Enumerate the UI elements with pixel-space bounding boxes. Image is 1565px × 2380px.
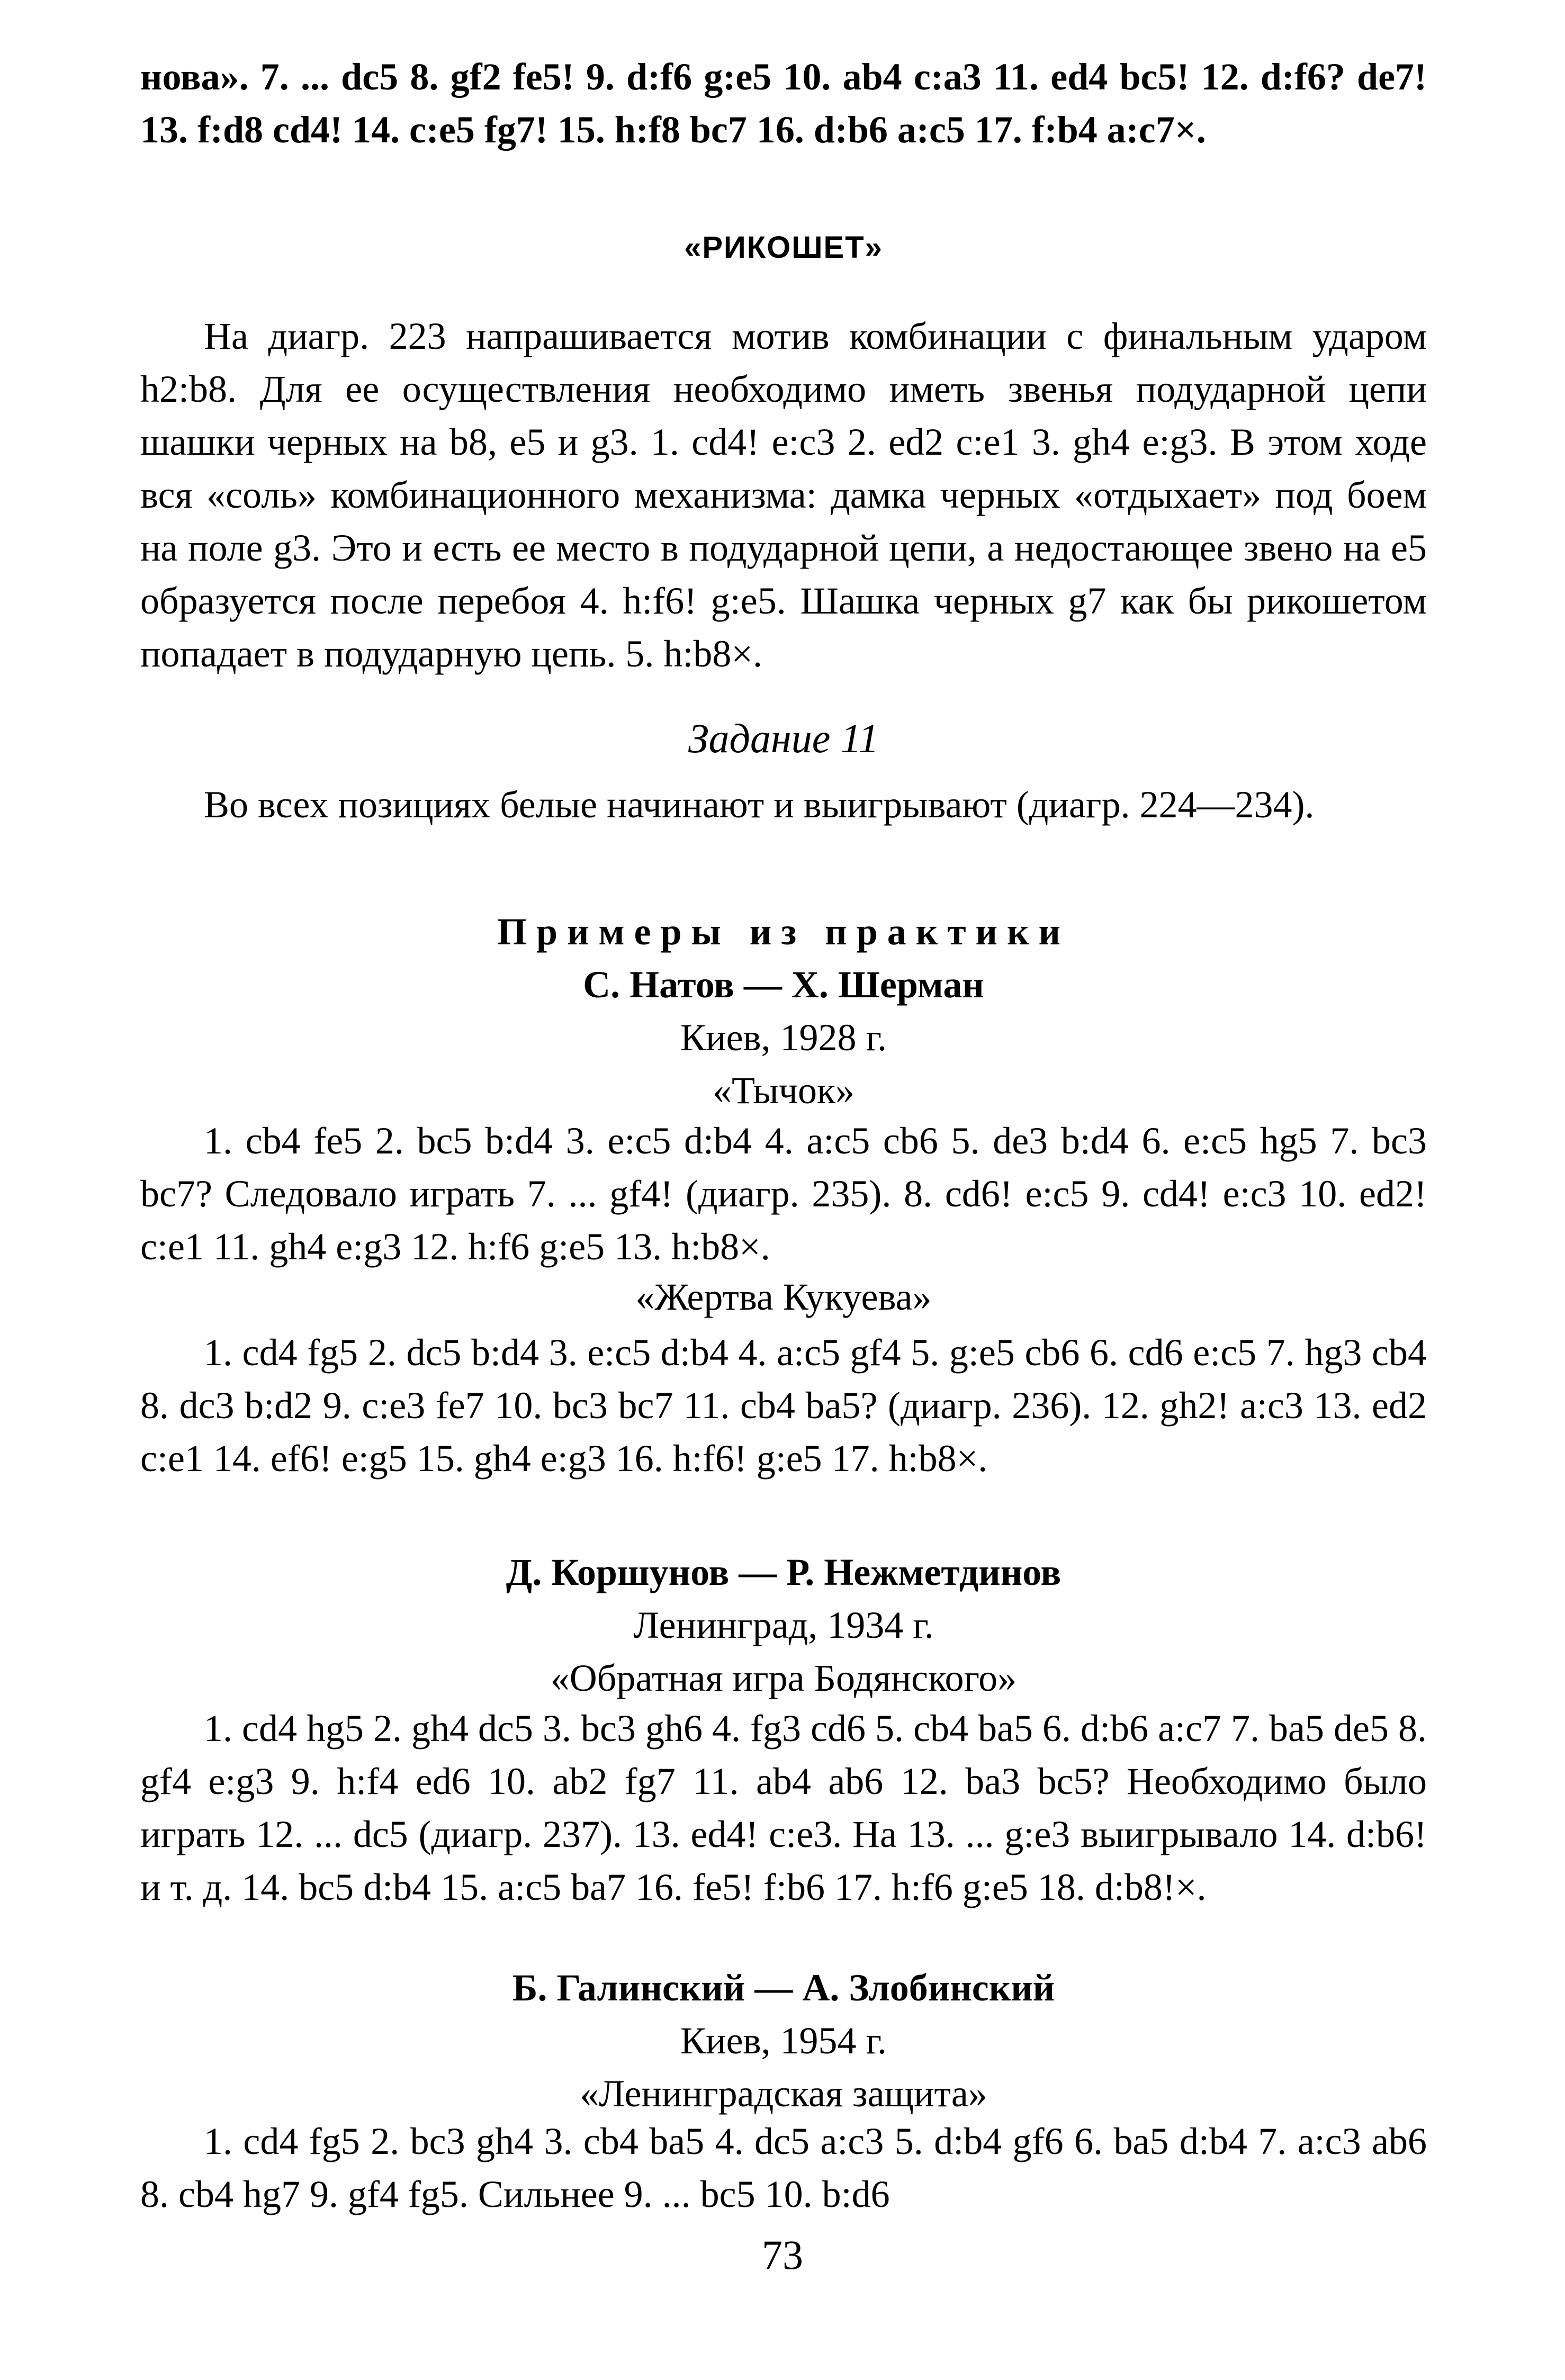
task-title-block — [140, 712, 1427, 765]
intro-paragraph — [140, 50, 1427, 156]
task-title: Задание 11 — [688, 715, 879, 761]
examples-section — [140, 905, 1427, 1117]
game3-place: Ленинград, 1934 г. — [633, 1604, 934, 1646]
game3-opening: «Обратная игра Бодянского» — [550, 1657, 1017, 1699]
game1-place: Киев, 1928 г. — [680, 1016, 887, 1059]
game2-moves: 1. cd4 fg5 2. dc5 b:d4 3. e:c5 d:b4 4. a:c5 gf4 5. g:e5 cb6 6. cd6 e:c5 7. hg3 cb4 8. dc3 b:d2 9. c:e3 fe7 10. bc3 bc7 11. cb4 ba5? (диагр. 236). 12. gh2! a:c3 13. ed2 c:e1 14. ef6! e:g5 15. gh4 e:g3 16. h:f6! g:e5 17. h:b8×. — [140, 1331, 1427, 1480]
game1-players: С. Натов — Х. Шерман — [583, 963, 984, 1006]
examples-heading: Примеры из практики — [497, 910, 1071, 953]
game3-moves: 1. cd4 hg5 2. gh4 dc5 3. bc3 gh6 4. fg3 cd6 5. cb4 ba5 6. d:b6 a:c7 7. ba5 de5 8. gf4 e:g3 9. h:f4 ed6 10. ab2 fg7 11. ab4 ab6 12. ba3 bc5? Необходимо было играть 12. ... dc5 (диагр. 237). 13. ed4! c:e3. На 13. ... g:e3 выигрывало 14. d:b6! и т. д. 14. bc5 d:b4 15. a:c5 ba7 16. fe5! f:b6 17. h:f6 g:e5 18. d:b8!×. — [140, 1707, 1427, 1908]
task-section — [140, 778, 1427, 831]
game3-section — [140, 1546, 1427, 1705]
game2-section — [140, 1270, 1427, 1323]
game3-players: Д. Коршунов — Р. Нежметдинов — [506, 1551, 1062, 1593]
ricochet-heading-block — [140, 221, 1427, 274]
game1-moves-block — [140, 1114, 1427, 1273]
game2-opening: «Жертва Кукуева» — [635, 1276, 932, 1318]
game4-opening: «Ленинградская защита» — [580, 2072, 987, 2115]
task-text: Во всех позициях белые начинают и выигрывают (диагр. 224—234). — [204, 783, 1315, 826]
game2-moves-block — [140, 1326, 1427, 1485]
intro-moves: нова». 7. ... dc5 8. gf2 fe5! 9. d:f6 g:e5 10. ab4 c:a3 11. ed4 bc5! 12. d:f6? de7! 13. f:d8 cd4! 14. c:e5 fg7! 15. h:f8 bc7 16. d:b6 a:c5 17. f:b4 a:c7×. — [140, 56, 1427, 151]
game4-section — [140, 1961, 1427, 2120]
game4-place: Киев, 1954 г. — [680, 2020, 887, 2062]
game3-moves-block — [140, 1702, 1427, 1914]
game1-moves: 1. cb4 fe5 2. bc5 b:d4 3. e:c5 d:b4 4. a:c5 cb6 5. de3 b:d4 6. e:c5 hg5 7. bc3 bc7? Следовало играть 7. ... gf4! (диагр. 235). 8. cd6! e:c5 9. cd4! e:c3 10. ed2! c:e1 11. gh4 e:g3 12. h:f6 g:e5 13. h:b8×. — [140, 1120, 1427, 1268]
ricochet-heading: «РИКОШЕТ» — [684, 230, 883, 265]
game4-moves-block — [140, 2115, 1427, 2221]
game4-moves: 1. cd4 fg5 2. bc3 gh4 3. cb4 ba5 4. dc5 a:c3 5. d:b4 gf6 6. ba5 d:b4 7. a:c3 ab6 8. cb4 hg7 9. gf4 fg5. Сильнее 9. ... bc5 10. b:d6 — [140, 2120, 1427, 2215]
ricochet-section — [140, 310, 1427, 680]
ricochet-text: На диагр. 223 напрашивается мотив комбинации с финальным ударом h2:b8. Для ее осуществления необходимо иметь звенья подударной цепи шашки черных на b8, e5 и g3. 1. cd4! e:c3 2. ed2 c:e1 3. gh4 e:g3. В этом ходе вся «соль» комбинационного механизма: дамка черных «отдыхает» под боем на поле g3. Это и есть ее место в подударной цепи, а недостающее звено на e5 образуется после перебоя 4. h:f6! g:e5. Шашка черных g7 как бы рикошетом попадает в подударную цепь. 5. h:b8×. — [140, 315, 1427, 675]
page-number: 73 — [762, 2232, 803, 2278]
game1-opening: «Тычок» — [713, 1069, 855, 1112]
game4-players: Б. Галинский — А. Злобинский — [512, 1967, 1055, 2009]
